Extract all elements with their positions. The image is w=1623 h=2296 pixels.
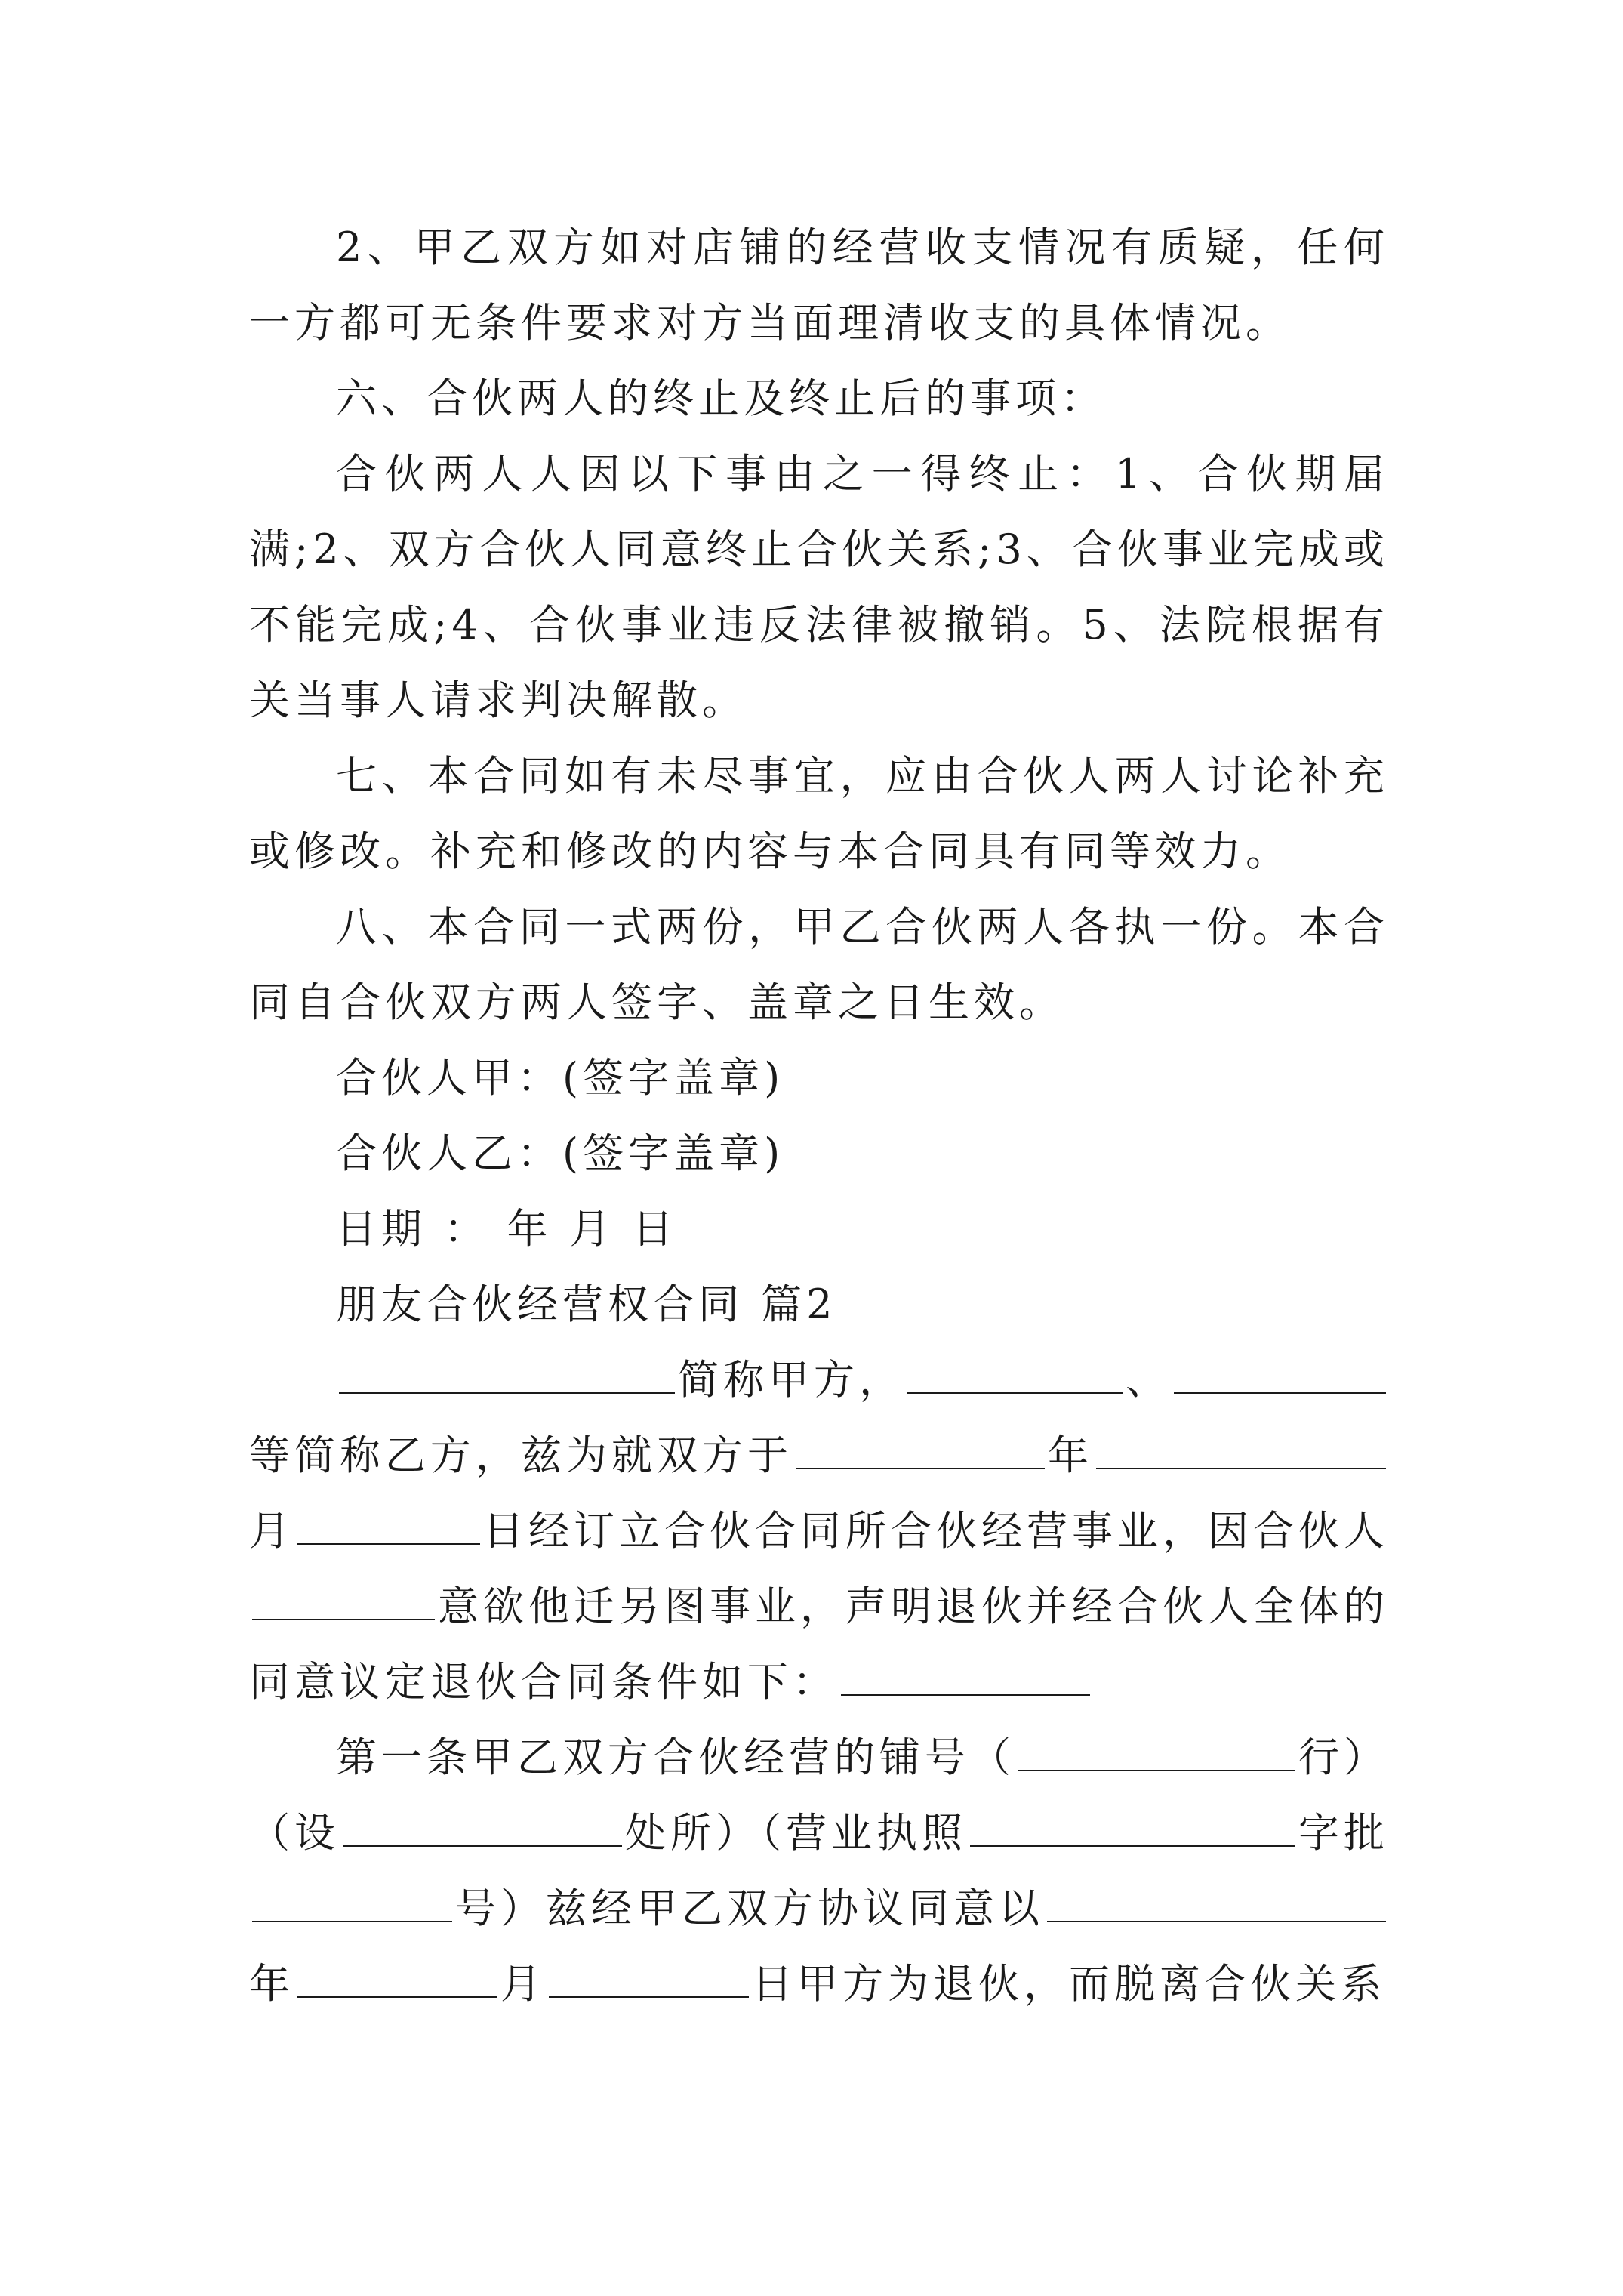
form-row-9 — [249, 1946, 1389, 2022]
blank-field[interactable] — [1174, 1342, 1386, 1394]
form-text: 同意议定退伙合同条件如下： — [249, 1658, 838, 1706]
form-row-3 — [249, 1493, 1389, 1569]
document-body — [249, 210, 1389, 2022]
form-text: 、 — [1126, 1356, 1171, 1404]
blank-field[interactable] — [970, 1795, 1295, 1847]
date-line: 日期 ： 年 月 日 — [336, 1205, 678, 1253]
form-text: 日经订立合伙合同所合伙经营事业，因合伙人 — [483, 1507, 1389, 1555]
signature-partner-b: 合伙人乙：(签字盖章) — [336, 1130, 785, 1177]
blank-field[interactable] — [343, 1795, 622, 1847]
blank-field[interactable] — [1047, 1871, 1386, 1922]
form-text: 行） — [1298, 1734, 1389, 1781]
form-row-7 — [249, 1795, 1389, 1871]
form-text: 日甲方为退伙，而脱离合伙关系 — [752, 1960, 1386, 2008]
form-text: 意欲他迁另图事业，声明退伙并经合伙人全体的 — [438, 1583, 1389, 1630]
blank-field[interactable] — [549, 1946, 749, 1998]
blank-field[interactable] — [907, 1342, 1123, 1394]
blank-field[interactable] — [796, 1418, 1045, 1469]
paragraph-termination-reasons: 合伙两人人因以下事由之一得终止：1、合伙期届满;2、双方合伙人同意终止合伙关系;3、合伙事业完成或不能完成;4、合伙事业违反法律被撤销。5、法院根据有关当事人请求判决解散。 — [249, 450, 1389, 724]
signature-partner-a: 合伙人甲：(签字盖章) — [336, 1054, 785, 1102]
blank-field[interactable] — [252, 1569, 435, 1620]
form-text: 号）兹经甲乙双方协议同意以 — [455, 1885, 1044, 1932]
form-text: 第一条甲乙双方合伙经营的铺号（ — [336, 1734, 1015, 1781]
form-text: 字批 — [1298, 1809, 1389, 1857]
blank-field[interactable] — [339, 1342, 675, 1394]
blank-field[interactable] — [1096, 1418, 1386, 1469]
form-row-6 — [249, 1720, 1389, 1795]
blank-field[interactable] — [297, 1946, 497, 1998]
form-text: （设 — [249, 1809, 340, 1857]
blank-field[interactable] — [297, 1493, 480, 1545]
form-row-2 — [249, 1418, 1389, 1493]
form-row-5 — [249, 1644, 1389, 1720]
form-row-8 — [249, 1871, 1389, 1946]
form-text: 年 — [249, 1960, 294, 2008]
form-row-1 — [249, 1342, 1389, 1418]
form-text: 简称甲方， — [678, 1356, 904, 1404]
blank-field[interactable] — [252, 1871, 452, 1922]
blank-field[interactable] — [1018, 1720, 1295, 1771]
form-text: 处所）（营业执照 — [625, 1809, 967, 1857]
blank-field[interactable] — [841, 1644, 1090, 1696]
form-text: 等简称乙方，兹为就双方于 — [249, 1432, 793, 1479]
form-text: 月 — [500, 1960, 546, 2008]
paragraph-supplement-clause: 七、本合同如有未尽事宜，应由合伙人两人讨论补充或修改。补充和修改的内容与本合同具有同等效力。 — [249, 752, 1389, 875]
paragraph-accounting-doubt: 2、甲乙双方如对店铺的经营收支情况有质疑，任何一方都可无条件要求对方当面理清收支的具体情况。 — [249, 223, 1389, 347]
section-heading-termination: 六、合伙两人的终止及终止后的事项： — [336, 374, 1106, 422]
form-text: 月 — [249, 1507, 294, 1555]
section-title: 朋友合伙经营权合同 篇2 — [336, 1281, 837, 1328]
form-row-4 — [249, 1569, 1389, 1644]
form-text: 年 — [1048, 1432, 1093, 1479]
paragraph-copies-clause: 八、本合同一式两份，甲乙合伙两人各执一份。本合同自合伙双方两人签字、盖章之日生效。 — [249, 903, 1389, 1026]
